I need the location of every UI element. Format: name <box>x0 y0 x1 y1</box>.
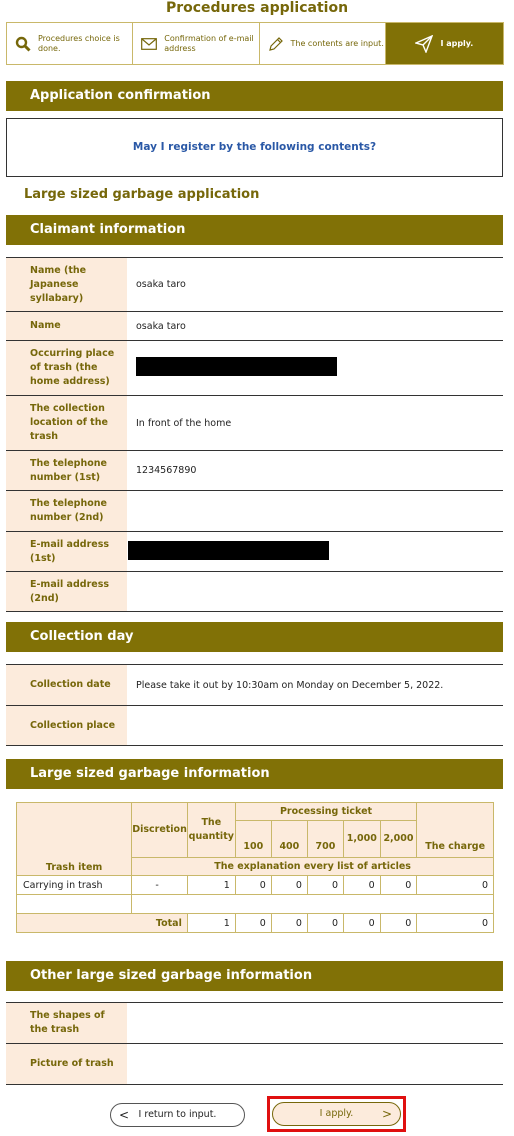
cell-ticket: 0 <box>235 876 271 895</box>
col-trash-item: Trash item <box>17 803 132 876</box>
send-icon <box>415 35 433 53</box>
other-information-table <box>6 1002 503 1085</box>
col-ticket-1000: 1,000 <box>343 821 380 858</box>
cell-ticket: 0 <box>343 876 380 895</box>
progress-steps <box>6 22 504 65</box>
step-email-confirmation <box>133 23 259 64</box>
col-discretion: Discretion <box>132 803 188 858</box>
claimant-information-header: Claimant information <box>6 215 503 245</box>
table-row <box>17 876 494 895</box>
field-label: The collection location of the trash <box>6 396 127 451</box>
step-label: Confirmation of e-mail address <box>164 33 254 53</box>
redacted-email <box>128 541 329 560</box>
field-label: Name (the Japanese syllabary) <box>6 258 127 312</box>
cell-charge: 0 <box>417 876 494 895</box>
field-value: osaka taro <box>136 320 186 332</box>
cell-explanation <box>132 895 494 914</box>
field-value <box>127 491 503 532</box>
table-header-row <box>17 803 494 821</box>
field-label: The telephone number (1st) <box>6 451 127 491</box>
field-value <box>127 706 503 746</box>
field-value: 1234567890 <box>136 465 197 476</box>
field-value <box>127 572 503 612</box>
field-label: The telephone number (2nd) <box>6 491 127 532</box>
other-garbage-information-header: Other large sized garbage information <box>6 961 503 991</box>
collection-day-header: Collection day <box>6 622 503 652</box>
apply-button[interactable] <box>272 1102 401 1126</box>
confirm-message-box <box>6 118 503 177</box>
total-ticket: 0 <box>235 914 271 933</box>
col-ticket-2000: 2,000 <box>380 821 417 858</box>
table-row <box>6 396 503 451</box>
table-row <box>6 665 503 706</box>
confirm-question: May I register by the following contents? <box>132 141 377 153</box>
garbage-information-header: Large sized garbage information <box>6 759 503 789</box>
return-button-label: I return to input. <box>138 1109 217 1120</box>
step-contents-input <box>260 23 386 64</box>
cell-ticket: 0 <box>380 876 417 895</box>
apply-button-label: I apply. <box>319 1108 354 1119</box>
field-label: Picture of trash <box>6 1044 127 1085</box>
form-title: Large sized garbage application <box>24 187 260 202</box>
garbage-table <box>16 802 494 933</box>
total-row <box>17 914 494 933</box>
explanation-row <box>17 895 494 914</box>
application-confirmation-header: Application confirmation <box>6 81 503 111</box>
cell-ticket: 0 <box>271 876 307 895</box>
step-label: The contents are input. <box>290 38 384 48</box>
field-label: E-mail address (2nd) <box>6 572 127 612</box>
col-ticket-100: 100 <box>235 821 271 858</box>
table-row <box>6 312 503 341</box>
table-row <box>6 572 503 612</box>
table-row <box>6 451 503 491</box>
field-value <box>127 1044 503 1085</box>
col-processing-ticket: Processing ticket <box>235 803 417 821</box>
field-value <box>127 532 503 572</box>
search-icon <box>15 36 31 52</box>
table-row <box>6 491 503 532</box>
return-to-input-button[interactable] <box>110 1103 245 1127</box>
step-procedure-choice <box>7 23 133 64</box>
field-label: Occurring place of trash (the home address) <box>6 341 127 396</box>
total-charge: 0 <box>417 914 494 933</box>
col-ticket-400: 400 <box>271 821 307 858</box>
cell-ticket: 0 <box>307 876 343 895</box>
table-row <box>6 706 503 746</box>
table-row <box>6 1003 503 1044</box>
pencil-icon <box>268 36 284 52</box>
col-quantity: The quantity <box>187 803 235 858</box>
step-label: Procedures choice is done. <box>38 33 120 53</box>
chevron-right-icon: > <box>381 1107 392 1121</box>
total-ticket: 0 <box>380 914 417 933</box>
field-value: Please take it out by 10:30am on Monday on December 5, 2022. <box>136 679 444 691</box>
table-row <box>6 341 503 396</box>
total-ticket: 0 <box>343 914 380 933</box>
table-row <box>6 258 503 312</box>
cell-empty <box>17 895 132 914</box>
redacted-address <box>136 357 337 376</box>
field-label: Collection place <box>6 706 127 746</box>
step-label: I apply. <box>440 38 474 48</box>
envelope-icon <box>141 38 157 50</box>
field-label: E-mail address (1st) <box>6 532 127 572</box>
collection-table <box>6 664 503 746</box>
field-value: In front of the home <box>136 417 232 429</box>
step-apply <box>386 23 503 64</box>
total-ticket: 0 <box>271 914 307 933</box>
table-row <box>6 1044 503 1085</box>
total-ticket: 0 <box>307 914 343 933</box>
col-explanation: The explanation every list of articles <box>132 858 494 876</box>
field-label: Name <box>6 312 127 341</box>
cell-item: Carrying in trash <box>17 876 132 895</box>
field-value: osaka taro <box>136 279 186 290</box>
total-label: Total <box>17 914 188 933</box>
cell-discretion: - <box>132 876 188 895</box>
claimant-table <box>6 257 503 612</box>
chevron-left-icon: < <box>119 1108 130 1122</box>
field-value <box>127 1003 503 1044</box>
col-ticket-700: 700 <box>307 821 343 858</box>
table-row <box>6 532 503 572</box>
field-label: Collection date <box>6 665 127 706</box>
field-value <box>127 341 503 396</box>
field-label: The shapes of the trash <box>6 1003 127 1044</box>
total-quantity: 1 <box>187 914 235 933</box>
page-title: Procedures application <box>165 0 349 16</box>
col-charge: The charge <box>417 803 494 858</box>
cell-quantity: 1 <box>187 876 235 895</box>
